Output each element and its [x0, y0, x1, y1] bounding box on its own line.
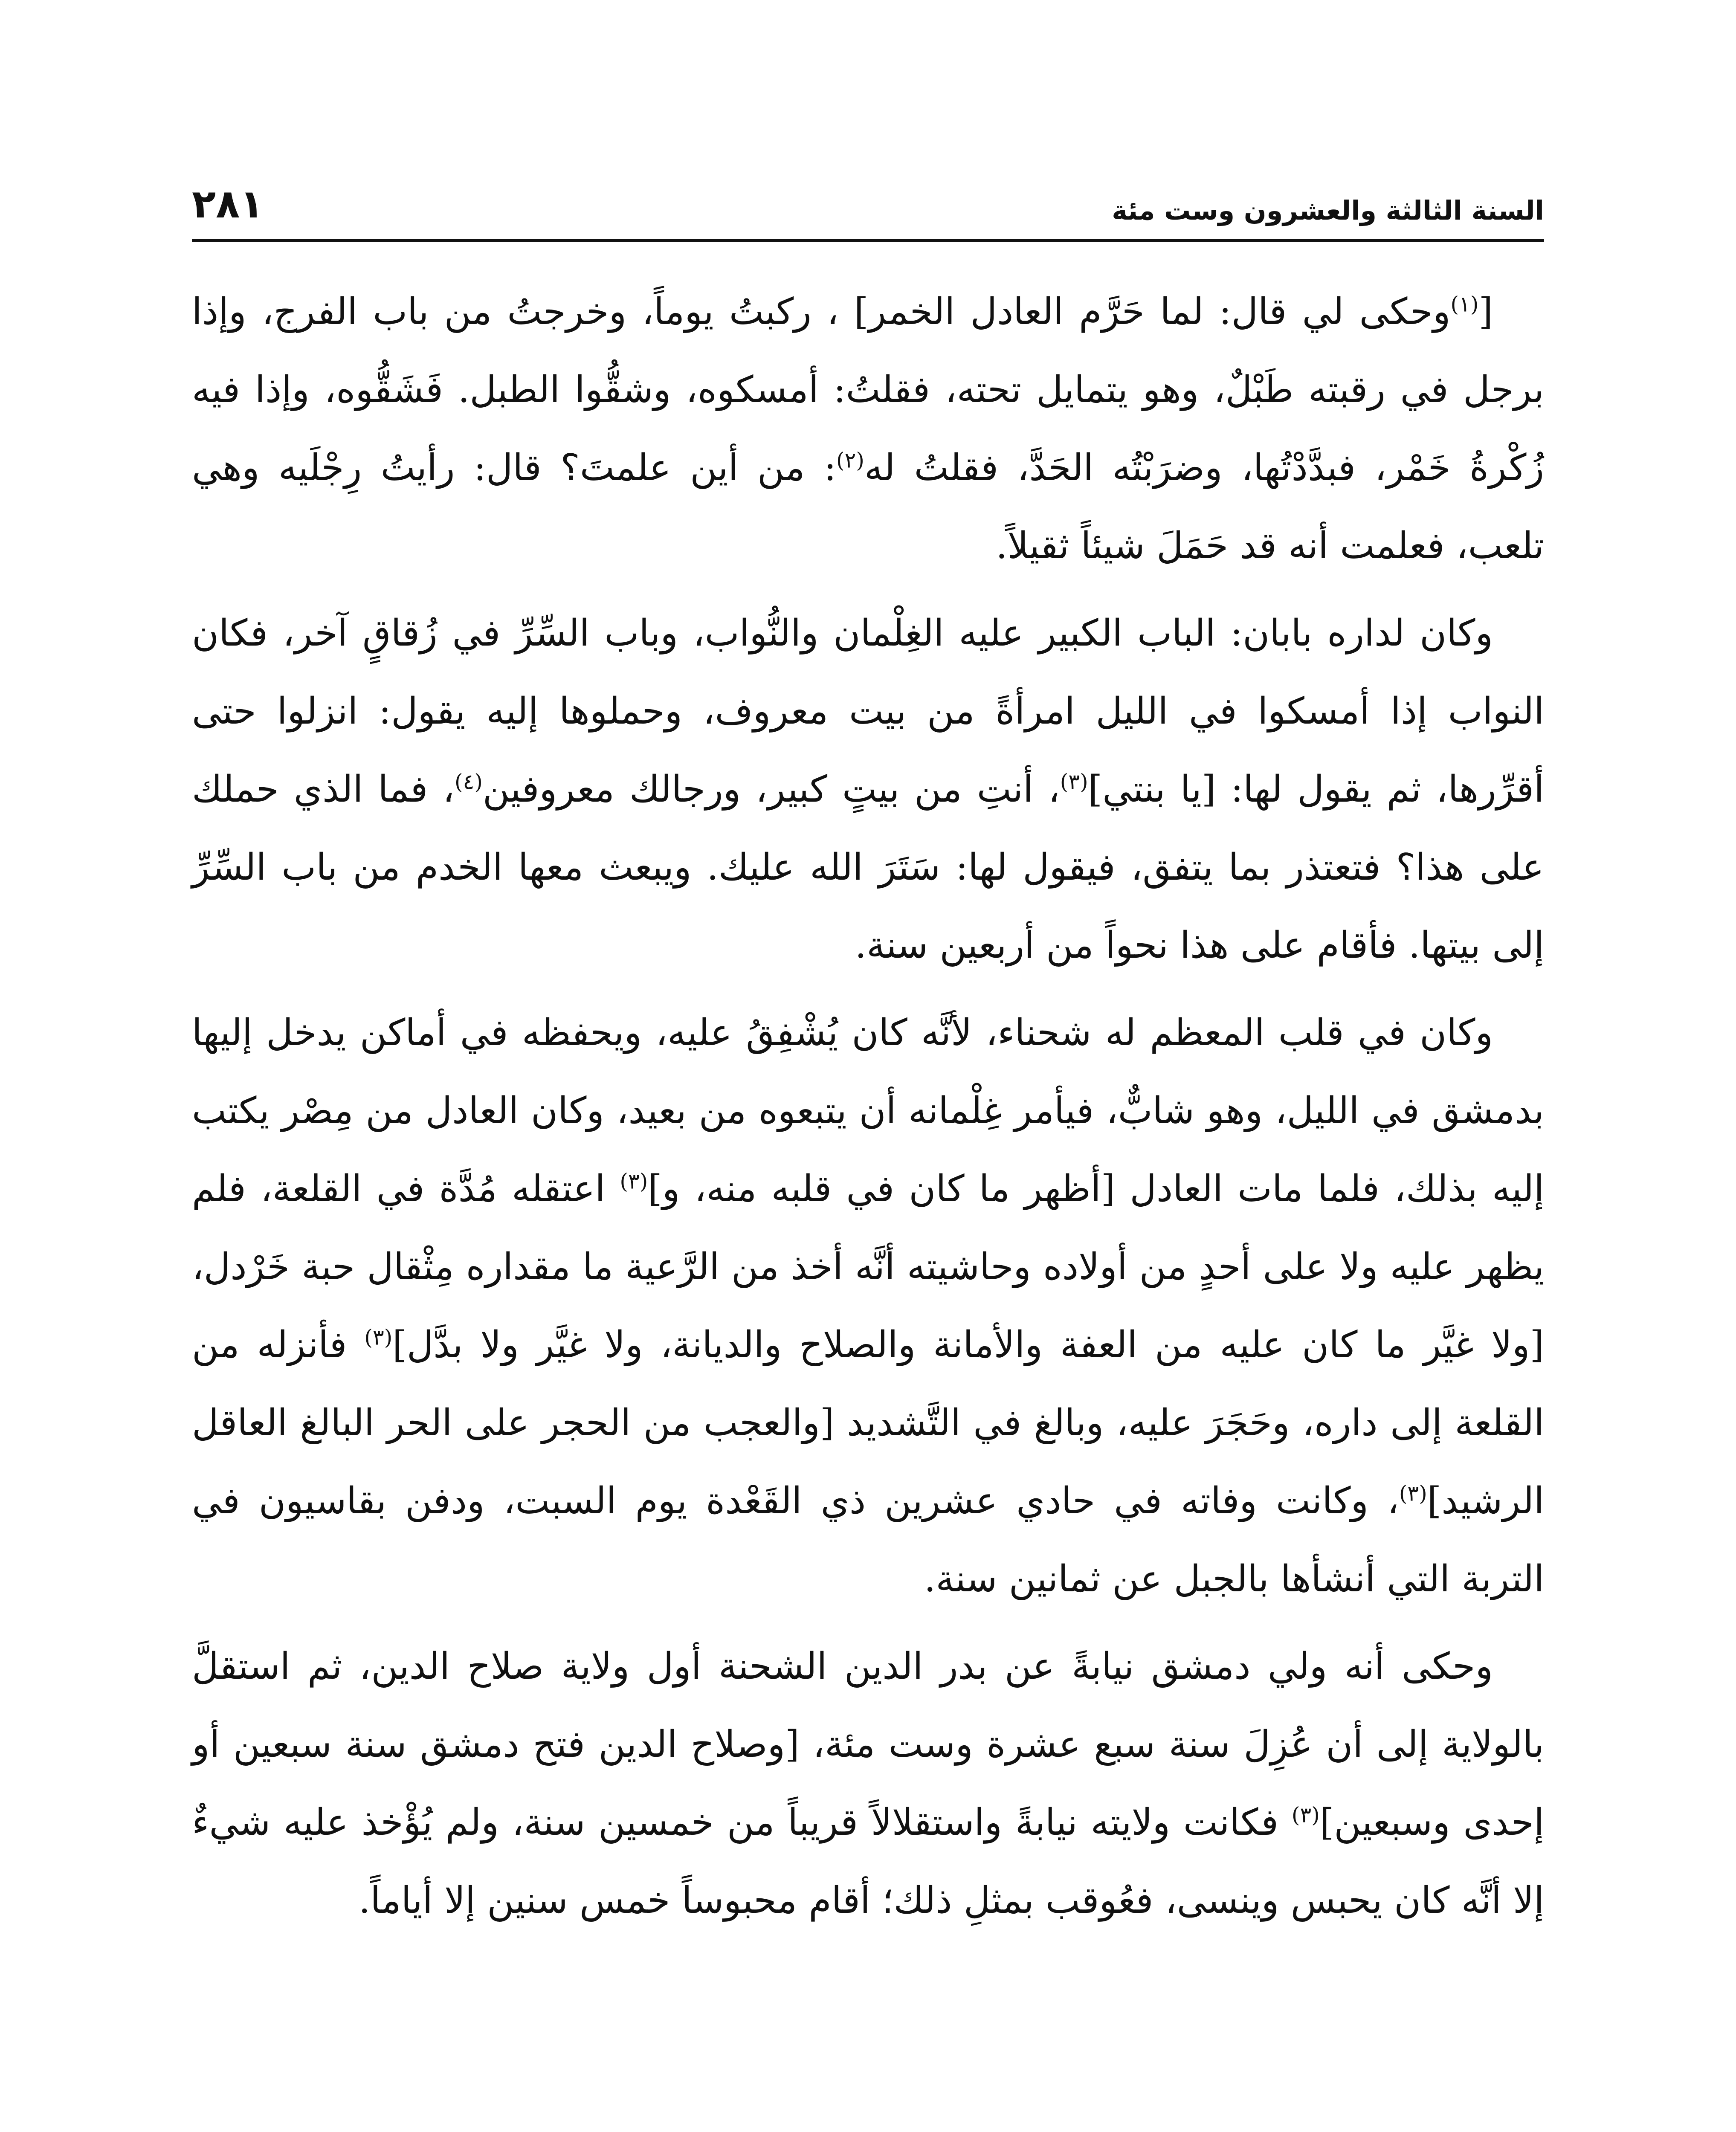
footnote-marker: (٣) — [1291, 1802, 1320, 1828]
footnote-marker: (٣) — [1060, 769, 1088, 794]
text-run: اعتقله مُدَّة في القلعة، فلم يظهر عليه ولا على أحدٍ من أولاده وحاشيته أنَّه أخذ من الرَّعية ما مقداره مِثْقال حبة خَرْدل، [ولا غيَّر ما كان عليه من العفة والأمانة والصلاح والديانة، ولا غيَّر ولا بدَّل] — [192, 1167, 1544, 1366]
main-text — [192, 273, 1544, 1949]
text-run: [ — [1478, 290, 1493, 333]
text-run: : من أين علمتَ؟ قال: رأيتُ رِجْلَيه وهي تلعب، فعلمت أنه قد حَمَلَ شيئاً ثقيلاً. — [192, 446, 1544, 567]
text-run: فكانت ولايته نيابةً واستقلالاً قريباً من خمسين سنة، ولم يُؤْخذ عليه شيءٌ إلا أنَّه كان يحبس وينسى، فعُوقب بمثلِ ذلك؛ أقام محبوساً خمس سنين إلا أياماً. — [192, 1801, 1544, 1922]
text-run: ، أنتِ من بيتٍ كبير، ورجالك معروفين — [482, 768, 1060, 811]
text-run: وكان في قلب المعظم له شحناء، لأنَّه كان يُشْفِقُ عليه، ويحفظه في أماكن يدخل إليها بدمشق في الليل، وهو شابٌّ، فيأمر غِلْمانه أن يتبعوه من بعيد، وكان العادل من مِصْر يكتب إليه بذلك، فلما مات العادل [أظهر ما كان في قلبه منه، و] — [192, 1011, 1544, 1210]
text-run: وحكى أنه ولي دمشق نيابةً عن بدر الدين الشحنة أول ولاية صلاح الدين، ثم استقلَّ بالولاية إلى أن عُزِلَ سنة سبع عشرة وست مئة، [وصلاح الدين فتح دمشق سنة سبعين أو إحدى وسبعين] — [192, 1645, 1544, 1844]
footnote-marker: (٣) — [1399, 1481, 1427, 1506]
text-run: وكان لداره بابان: الباب الكبير عليه الغِلْمان والنُّواب، وباب السِّرِّ في زُقاقٍ آخر، فكان النواب إذا أمسكوا في الليل امرأةً من بيت معروف، وحملوها إليه يقول: انزلوا حتى أقرِّرها، ثم يقول لها: [يا بنتي] — [192, 612, 1544, 811]
text-run: وحكى لي قال: لما حَرَّم العادل الخمر] ، ركبتُ يوماً، وخرجتُ من باب الفرج، وإذا برجل في رقبته طَبْلٌ، وهو يتمايل تحته، فقلتُ: أمسكوه، وشقُّوا الطبل. فَشَقُّوه، وإذا فيه زُكْرةُ خَمْر، فبدَّدْتُها، وضرَبْتُه الحَدَّ، فقلتُ له — [192, 290, 1544, 489]
footnote-marker: (٣) — [620, 1169, 648, 1194]
text-run: ، فما الذي حملك على هذا؟ فتعتذر بما يتفق، فيقول لها: سَتَرَ الله عليك. ويبعث معها الخدم من باب السِّرِّ إلى بيتها. فأقام على هذا نحواً من أربعين سنة. — [192, 768, 1544, 967]
running-title: السنة الثالثة والعشرون وست مئة — [1112, 195, 1544, 226]
text-run: فأنزله من القلعة إلى داره، وحَجَرَ عليه، وبالغ في التَّشديد [والعجب من الحجر على الحر البالغ العاقل الرشيد] — [192, 1324, 1544, 1522]
header-rule — [192, 239, 1544, 242]
footnote-marker: (٤) — [455, 769, 483, 794]
footnote-marker: (٣) — [364, 1325, 393, 1350]
paragraph-1 — [192, 273, 1544, 585]
text-run: ، وكانت وفاته في حادي عشرين ذي القَعْدة يوم السبت، ودفن بقاسيون في التربة التي أنشأها بالجبل عن ثمانين سنة. — [192, 1480, 1544, 1600]
page-header — [192, 168, 1544, 227]
paragraph-4 — [192, 1628, 1544, 1940]
paragraph-3 — [192, 994, 1544, 1618]
footnote-marker: (١) — [1450, 292, 1479, 317]
paragraph-2 — [192, 594, 1544, 985]
footnote-marker: (٢) — [836, 448, 864, 473]
page-number: ٢٨١ — [192, 181, 264, 227]
